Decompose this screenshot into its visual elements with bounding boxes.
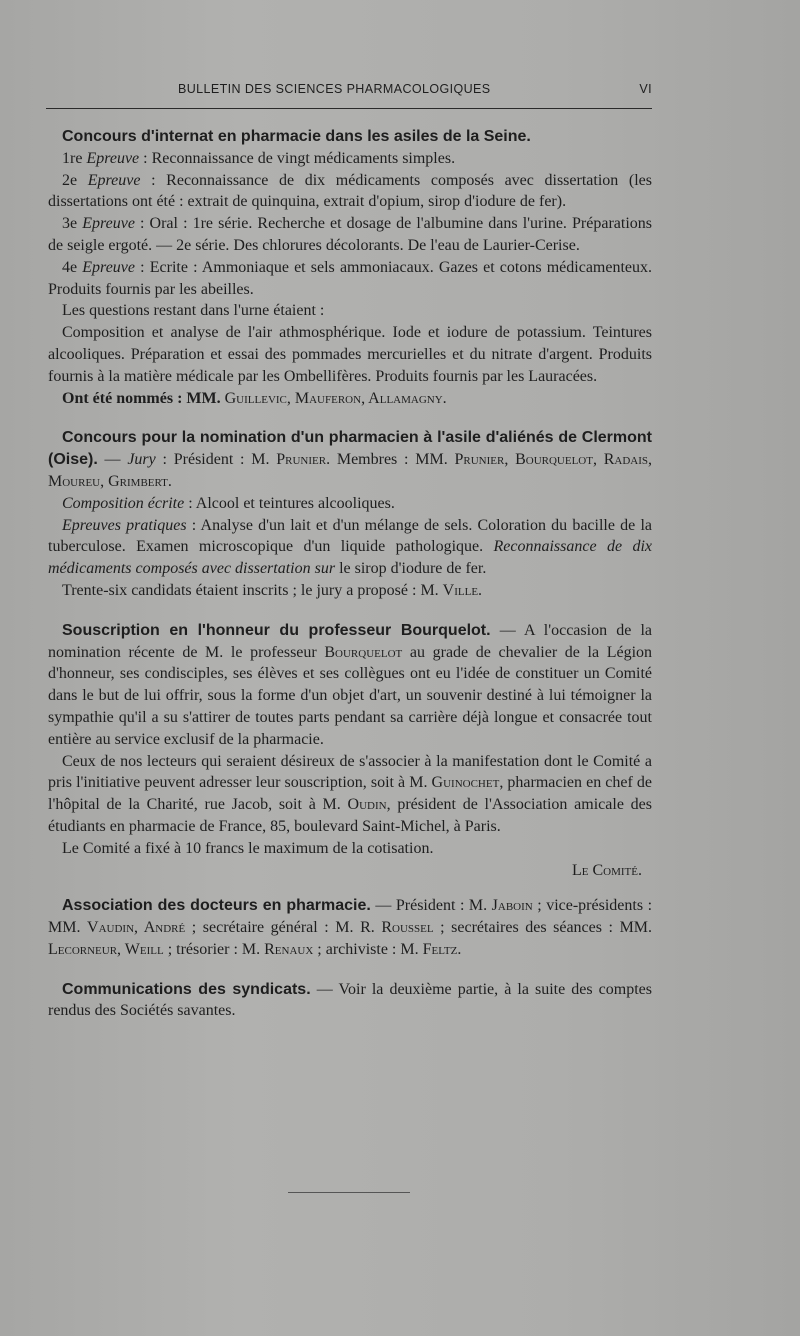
section-syndicats [48, 979, 652, 1023]
epreuve-text: : Reconnaissance de vingt médicaments simples. [139, 149, 456, 167]
section-bourquelot [48, 620, 652, 751]
paragraph [48, 493, 652, 515]
composition-text: : Alcool et teintures alcooliques. [184, 494, 395, 512]
reconnaissance-text: le sirop d'iodure de fer. [335, 560, 487, 578]
paragraph-text: ; vice-présidents : MM. [48, 897, 653, 937]
epreuve-label: Epreuve [82, 258, 135, 276]
section-heading: Communications des syndicats. [62, 980, 311, 998]
paragraph [48, 751, 652, 838]
paragraph: Le Comité a fixé à 10 francs le maximum de la cotisation. [62, 839, 434, 857]
end-rule [288, 1192, 410, 1193]
section-gap [48, 409, 652, 427]
result-text: Trente-six candidats étaient inscrits ; le jury a proposé : M. [62, 581, 443, 599]
article-body [48, 126, 652, 1022]
paragraph: Les questions restant dans l'urne étaient : [62, 302, 325, 320]
epreuve-number: 2e [62, 171, 78, 189]
paragraph-text: ; trésorier : M. [163, 940, 265, 958]
epreuve-number: 1re [62, 149, 83, 167]
section-heading: Concours pour la nomination d'un pharmacien à l'asile d'aliénés de Clermont (Oise). [48, 429, 652, 469]
section-heading: Association des docteurs en pharmacie. [62, 897, 371, 915]
jury-label: Jury [127, 451, 156, 469]
page-number: VI [639, 82, 652, 96]
section-gap [48, 602, 652, 620]
signature: Le Comité. [572, 861, 642, 879]
paragraph [48, 257, 652, 301]
paragraph-text: , pharmacien en chef de l'hôpital de la Charité, rue Jacob, soit à M. [48, 774, 652, 814]
paragraph-text: au grade de chevalier de la Légion d'honneur, ses condisciples, ses élèves et ses collègues ont eu l'idée de constituer un Comité dans le but de lui offrir, sous la forme d'un objet d'art, un souvenir destiné à lui témoigner la sympathie qu'il a su s'attirer de toutes parts pendant sa carrière déjà longue et consacrée tout entière au service exclusif de la pharmacie. [48, 643, 653, 748]
section-heading: Souscription en l'honneur du professeur Bourquelot. [62, 621, 491, 639]
paragraph [48, 388, 652, 410]
paragraph-text: ; archiviste : M. [313, 940, 423, 958]
person-name: Jaboin [491, 897, 533, 915]
membres-names: Prunier, Bourquelot, Radais, Moureu, Grimbert. [48, 451, 653, 490]
section-heading: Concours d'internat en pharmacie dans les asiles de la Seine. [62, 128, 531, 145]
section-docteurs [48, 895, 652, 960]
epreuve-text: : Ecrite : Ammoniaque et sels ammoniacaux. Gazes et cotons médicamenteux. Produits fournis par les abeilles. [48, 258, 653, 298]
epreuve-label: Epreuve [86, 149, 140, 167]
epreuve-label: Epreuve [82, 215, 135, 233]
section-gap [48, 881, 652, 895]
jury-text: : Président : M. [155, 451, 277, 469]
epreuve-number: 4e [62, 258, 78, 276]
paragraph [48, 170, 652, 214]
nommes-names: Guillevic, Mauferon, Allamagny. [224, 389, 447, 407]
dash-text: — [97, 451, 128, 469]
header-rule [46, 108, 652, 109]
paragraph: Composition et analyse de l'air athmosphérique. Iode et iodure de potassium. Teintures alcooliques. Préparation et essai des pommades mercurielles et du nitrate d'argent. Produits fournis à la matière médicale par les Ombellifères. Produits fournis par les Lauracées. [48, 324, 652, 385]
president-name: Prunier [276, 451, 327, 469]
person-name: Oudin [347, 796, 387, 814]
person-name: Lecorneur, Weill [48, 940, 164, 958]
running-header [48, 82, 652, 96]
reconnaissance-label: Reconnaissance de dix médicaments composés avec dissertation sur [48, 538, 652, 578]
paragraph-text: — Voir la deuxième partie, à la suite des comptes rendus des Sociétés savantes. [48, 980, 653, 1020]
person-name: Bourquelot [324, 643, 403, 661]
epreuves-label: Epreuves pratiques [62, 516, 187, 534]
person-name: Guinochet [431, 774, 500, 792]
epreuve-label: Epreuve [87, 171, 141, 189]
person-name: Renaux [264, 940, 314, 958]
epreuves-text: : Analyse d'un lait et d'un mélange de sels. Coloration du bacille de la tuberculose. Examen microscopique d'un liquide pathologique. [48, 516, 652, 556]
paragraph-text: — A l'occasion de la nomination récente de M. le professeur [48, 621, 652, 661]
paragraph [48, 213, 652, 257]
paragraph-text: Ceux de nos lecteurs qui seraient désireux de s'associer à la manifestation dont le Comité a pris l'initiative peuvent adresser leur souscription, soit à M. [48, 752, 652, 792]
epreuve-number: 3e [62, 215, 78, 233]
person-name: Feltz. [422, 940, 462, 958]
paragraph-text: ; secrétaires des séances : MM. [433, 919, 653, 937]
composition-label: Composition écrite [62, 494, 185, 512]
paragraph-text: — Président : M. [370, 897, 492, 915]
section-gap [48, 961, 652, 979]
epreuve-text: : Oral : 1re série. Recherche et dosage de l'albumine dans l'urine. Préparations de seigle ergoté. — 2e série. Des chlorures décolorants. De l'eau de Laurier-Cerise. [48, 215, 652, 254]
paragraph-text: ; secrétaire général : M. R. [185, 919, 382, 937]
section-internat [48, 126, 652, 148]
epreuve-text: : Reconnaissance de dix médicaments composés avec dissertation (les dissertations ont été : extrait de quinquina, extrait d'opium, sirop d'iodure de fer). [48, 171, 653, 211]
section-clermont [48, 427, 652, 492]
paragraph [48, 148, 652, 170]
membres-text: . Membres : MM. [326, 451, 455, 469]
paragraph [48, 580, 652, 602]
person-name: Roussel [381, 919, 434, 937]
nommes-prefix: Ont été nommés : MM. [62, 389, 225, 407]
person-name: Vaudin, André [87, 919, 186, 937]
paragraph [48, 515, 652, 580]
result-name: Ville. [442, 581, 483, 599]
paragraph-text: , président de l'Association amicale des étudiants en pharmacie de France, 85, boulevard Saint-Michel, à Paris. [48, 796, 652, 835]
journal-title: BULLETIN DES SCIENCES PHARMACOLOGIQUES [178, 82, 491, 96]
